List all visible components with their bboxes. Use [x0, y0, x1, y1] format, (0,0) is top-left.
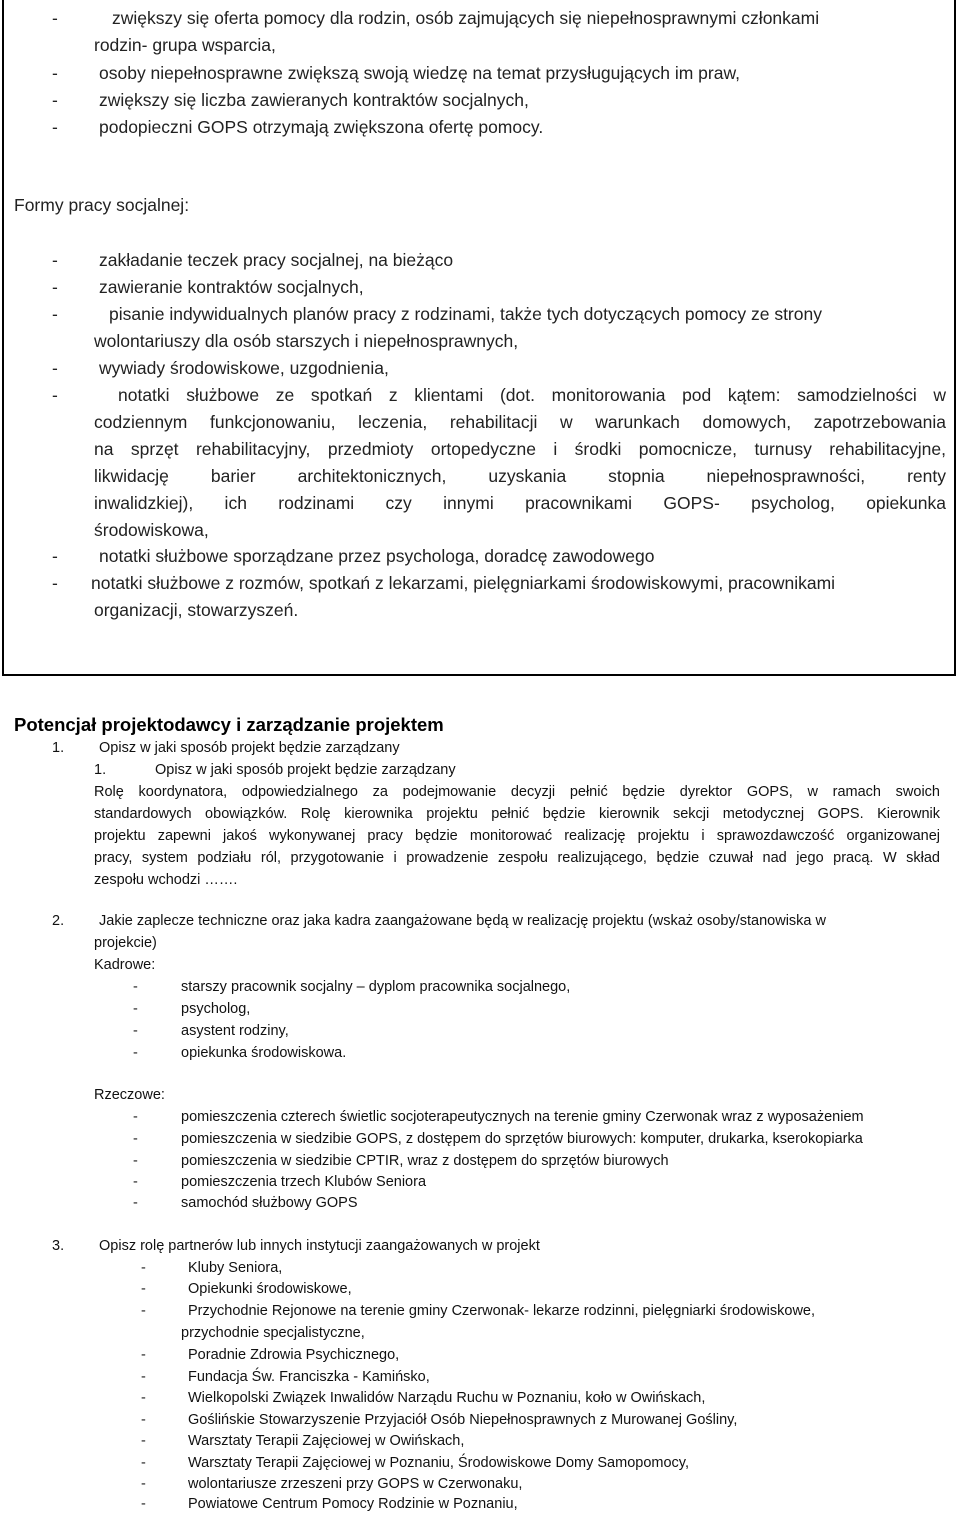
list-item: wywiady środowiskowe, uzgodnienia,	[99, 358, 389, 378]
list-item: pisanie indywidualnych planów pracy z rodzinami, także tych dotyczących pomocy ze strony	[109, 304, 822, 324]
list-dash: -	[133, 979, 138, 995]
list-item-continuation: organizacji, stowarzyszeń.	[94, 600, 299, 620]
list-dash: -	[52, 546, 58, 566]
list-item: zawieranie kontraktów socjalnych,	[99, 277, 364, 297]
list-dash: -	[141, 1455, 146, 1471]
list-dash: -	[141, 1390, 146, 1406]
list-dash: -	[141, 1347, 146, 1363]
list-dash: -	[52, 385, 58, 405]
question-title: Opisz w jaki sposób projekt będzie zarządzany	[99, 740, 400, 756]
list-dash: -	[133, 1023, 138, 1039]
partner-item: Przychodnie Rejonowe na terenie gminy Czerwonak- lekarze rodzinni, pielęgniarki środowiskowe,	[188, 1303, 816, 1319]
list-dash: -	[141, 1433, 146, 1449]
list-dash: -	[141, 1260, 146, 1276]
list-dash: -	[52, 250, 58, 270]
paragraph-line: zespołu wchodzi …….	[94, 872, 238, 888]
partner-item: Kluby Seniora,	[188, 1260, 283, 1276]
list-dash: -	[133, 1174, 138, 1190]
paragraph-line: projektu zapewni jakoś wykonywanej pracy będzie monitorować realizację projektu i sprawozdawczość organizowanej	[94, 828, 940, 844]
partner-item: Poradnie Zdrowia Psychicznego,	[188, 1347, 400, 1363]
partner-item: Powiatowe Centrum Pomocy Rodzinie w Poznaniu,	[188, 1496, 518, 1512]
paragraph-line: pracy, system podziału ról, przygotowanie i prowadzenie zespołu realizującego, będzie czuwał nad jego pracą. W skład	[94, 850, 940, 866]
partner-item-continuation: przychodnie specjalistyczne,	[181, 1325, 365, 1341]
list-dash: -	[52, 304, 58, 324]
list-dash: -	[133, 1131, 138, 1147]
list-item-continuation: rodzin- grupa wsparcia,	[94, 35, 276, 55]
list-item: psycholog,	[181, 1001, 251, 1017]
list-dash: -	[141, 1281, 146, 1297]
list-dash: -	[52, 8, 58, 28]
list-dash: -	[141, 1476, 146, 1492]
list-item: starszy pracownik socjalny – dyplom pracownika socjalnego,	[181, 979, 571, 995]
list-dash: -	[52, 63, 58, 83]
list-dash: -	[52, 90, 58, 110]
kadrowe-label: Kadrowe:	[94, 957, 156, 973]
list-item: pomieszczenia trzech Klubów Seniora	[181, 1174, 427, 1190]
list-dash: -	[52, 117, 58, 137]
section-subheading: Formy pracy socjalnej:	[14, 195, 190, 215]
question-title: Opisz w jaki sposób projekt będzie zarządzany	[155, 762, 456, 778]
list-item-continuation: wolontariuszy dla osób starszych i niepełnosprawnych,	[94, 331, 519, 351]
list-item: asystent rodziny,	[181, 1023, 289, 1039]
question-number: 3.	[52, 1238, 65, 1254]
list-item: notatki służbowe sporządzane przez psychologa, doradcę zawodowego	[99, 546, 655, 566]
justified-line: likwidację barier architektonicznych, uzyskania stopnia niepełnosprawności, renty	[94, 466, 946, 486]
list-item: zakładanie teczek pracy socjalnej, na bieżąco	[99, 250, 454, 270]
rzeczowe-label: Rzeczowe:	[94, 1087, 165, 1103]
list-item: podopieczni GOPS otrzymają zwiększona ofertę pomocy.	[99, 117, 544, 137]
list-item: pomieszczenia czterech świetlic socjoterapeutycznych na terenie gminy Czerwonak wraz z wyposażeniem	[181, 1109, 864, 1125]
question-title-continuation: projekcie)	[94, 935, 157, 951]
list-item: notatki służbowe z rozmów, spotkań z lekarzami, pielęgniarkami środowiskowymi, pracownikami	[91, 573, 836, 593]
list-dash: -	[133, 1109, 138, 1125]
list-dash: -	[133, 1045, 138, 1061]
partner-item: Goślińskie Stowarzyszenie Przyjaciół Osób Niepełnosprawnych z Murowanej Gośliny,	[188, 1412, 738, 1428]
question-title: Jakie zaplecze techniczne oraz jaka kadra zaangażowane będą w realizację projektu (wskaż osoby/stanowiska w	[99, 913, 826, 929]
list-dash: -	[141, 1369, 146, 1385]
question-number: 1.	[94, 762, 107, 778]
list-item: zwiększy się oferta pomocy dla rodzin, osób zajmujących się niepełnosprawnymi członkami	[112, 8, 820, 28]
justified-line: codziennym funkcjonowaniu, leczenia, rehabilitacji w warunkach domowych, zapotrzebowania	[94, 412, 946, 432]
section-heading: Potencjał projektodawcy i zarządzanie projektem	[14, 714, 444, 735]
paragraph-line: Rolę koordynatora, odpowiedzialnego za podejmowanie decyzji pełnić będzie dyrektor GOPS, w ramach swoich	[94, 784, 940, 800]
list-item: pomieszczenia w siedzibie GOPS, z dostępem do sprzętów biurowych: komputer, drukarka, kserokopiarka	[181, 1131, 863, 1147]
list-dash: -	[133, 1195, 138, 1211]
list-item: zwiększy się liczba zawieranych kontraktów socjalnych,	[99, 90, 529, 110]
list-dash: -	[141, 1303, 146, 1319]
justified-line: inwalidzkiej), ich rodzinami czy innymi pracownikami GOPS- psycholog, opiekunka	[94, 493, 946, 513]
list-dash: -	[52, 358, 58, 378]
list-dash: -	[52, 573, 58, 593]
partner-item: wolontariusze zrzeszeni przy GOPS w Czerwonaku,	[188, 1476, 523, 1492]
list-dash: -	[133, 1001, 138, 1017]
partner-item: Warsztaty Terapii Zajęciowej w Poznaniu, Środowiskowe Domy Samopomocy,	[188, 1455, 689, 1471]
question-number: 2.	[52, 913, 65, 929]
list-dash: -	[141, 1496, 146, 1512]
justified-line: na sprzęt rehabilitacyjny, przedmioty ortopedyczne i środki pomocnicze, turnusy rehabilitacyjne,	[94, 439, 946, 459]
partner-item: Wielkopolski Związek Inwalidów Narządu Ruchu w Poznaniu, koło w Owińskach,	[188, 1390, 706, 1406]
list-item: opiekunka środowiskowa.	[181, 1045, 347, 1061]
list-dash: -	[133, 1153, 138, 1169]
justified-line: notatki służbowe ze spotkań z klientami (dot. monitorowania pod kątem: samodzielności w	[118, 385, 946, 405]
list-dash: -	[141, 1412, 146, 1428]
partner-item: Opiekunki środowiskowe,	[188, 1281, 352, 1297]
list-item-continuation: środowiskowa,	[94, 520, 209, 540]
list-dash: -	[52, 277, 58, 297]
list-item: osoby niepełnosprawne zwiększą swoją wiedzę na temat przysługujących im praw,	[99, 63, 741, 83]
question-title: Opisz rolę partnerów lub innych instytucji zaangażowanych w projekt	[99, 1238, 540, 1254]
list-item: samochód służbowy GOPS	[181, 1195, 358, 1211]
partner-item: Warsztaty Terapii Zajęciowej w Owińskach,	[188, 1433, 465, 1449]
list-item: pomieszczenia w siedzibie CPTIR, wraz z dostępem do sprzętów biurowych	[181, 1153, 669, 1169]
paragraph-line: standardowych obowiązków. Rolę kierownika projektu pełnić będzie kierownik sekcji metodycznej GOPS. Kierownik	[94, 806, 940, 822]
partner-item: Fundacja Św. Franciszka - Kamińsko,	[188, 1369, 430, 1385]
question-number: 1.	[52, 740, 65, 756]
